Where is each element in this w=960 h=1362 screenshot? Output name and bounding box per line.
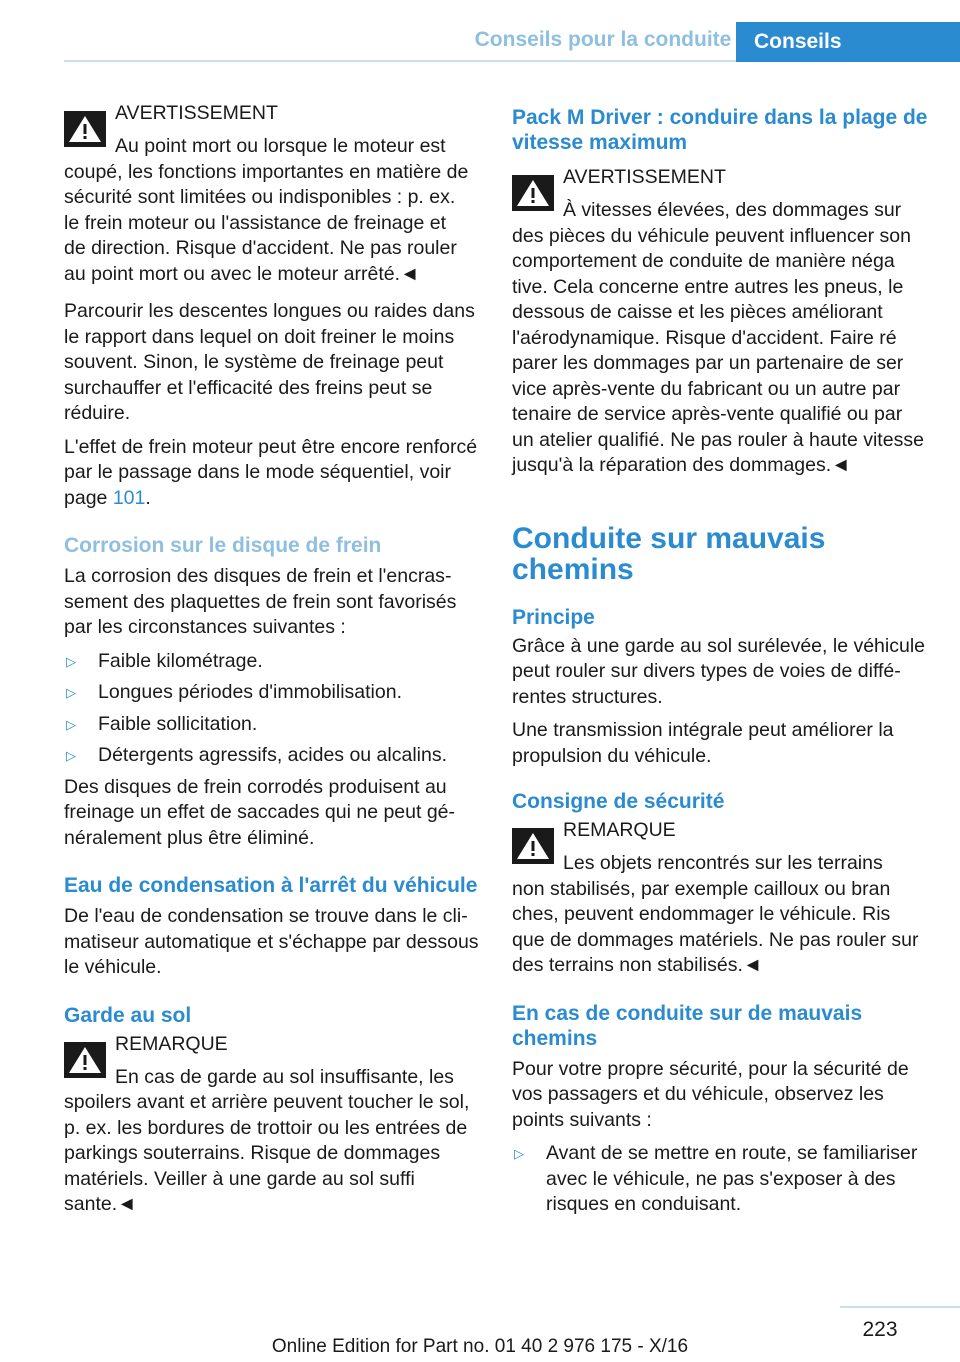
header-tab: Conseils <box>736 22 960 62</box>
left-column <box>64 101 480 1230</box>
notice-block <box>64 1032 480 1218</box>
warning-line: coupé, les fonctions importantes en matière de <box>64 160 469 183</box>
paragraph: La corrosion des disques de frein et l'encrassement des plaquettes de frein sont favorisés par les circonstances suivantes : <box>64 565 457 638</box>
page-link[interactable]: 101 <box>112 486 146 509</box>
paragraph: Une transmission intégrale peut améliorer la propulsion du véhicule. <box>512 719 894 767</box>
warning-triangle-icon <box>512 175 554 211</box>
paragraph-end: . <box>145 486 151 509</box>
bullet-list <box>512 1141 928 1218</box>
notice-line: parkings souterrains. Risque de dommages <box>64 1142 441 1164</box>
list-item <box>64 649 480 675</box>
paragraph: Pour votre propre sécurité, pour la sécurité de vos passagers et du véhicule, observez les points suivants : <box>512 1057 909 1131</box>
section-heading: Eau de condensation à l'arrêt du véhicule <box>64 874 478 897</box>
warning-triangle-icon <box>512 828 554 864</box>
warning-line: jusqu'à la réparation des dommages.◄ <box>512 454 851 476</box>
notice-block <box>512 818 928 979</box>
warning-line: À vitesses élevées, des dommages sur <box>563 199 902 221</box>
warning-line: vice après-vente du fabricant ou un autre par <box>512 377 901 400</box>
section-heading: Garde au sol <box>64 1003 192 1027</box>
warning-line: dessous de caisse et les pièces améliorant <box>512 301 883 323</box>
notice-body <box>64 1065 480 1218</box>
edition-footer: Online Edition for Part no. 01 40 2 976 175 - X/16 <box>271 1336 689 1357</box>
warning-triangle-icon <box>64 111 106 147</box>
paragraph: De l'eau de condensation se trouve dans le climatiseur automatique et s'échappe par dessous le véhicule. <box>64 905 479 978</box>
section-heading: Principe <box>512 605 595 629</box>
list-item-text: Faible sollicitation. <box>98 712 258 735</box>
warning-line: de direction. Risque d'accident. Ne pas rouler <box>64 237 457 259</box>
triangle-bullet-icon: ▷ <box>66 653 76 669</box>
warning-body <box>64 134 480 287</box>
bullet-list <box>64 649 480 769</box>
notice-line: non stabilisés, par exemple cailloux ou bran <box>512 877 891 900</box>
list-item <box>64 680 480 706</box>
notice-title: REMARQUE <box>115 1032 228 1055</box>
paragraph: Grâce à une garde au sol surélevée, le véhicule peut rouler sur divers types de voies de différentes structures. <box>512 634 926 708</box>
section-heading: Corrosion sur le disque de frein <box>64 534 382 557</box>
paragraph: Des disques de frein corrodés produisent au freinage un effet de saccades qui ne peut généralement plus être éliminé. <box>64 775 456 849</box>
warning-line: sécurité sont limitées ou indisponibles : p. ex. <box>64 186 456 208</box>
warning-line: tenaire de service après-vente qualifié ou par <box>512 403 903 425</box>
list-item-text: Faible kilométrage. <box>98 649 263 672</box>
header-section-title: Conseils pour la conduite <box>474 28 732 51</box>
triangle-bullet-icon: ▷ <box>66 716 76 732</box>
warning-line: un atelier qualifié. Ne pas rouler à haute vitesse <box>512 428 924 451</box>
footer-rule <box>840 1306 960 1308</box>
warning-line: le frein moteur ou l'assistance de freinage et <box>64 211 447 234</box>
warning-block <box>512 165 928 479</box>
section-heading: En cas de conduite sur de mauvais chemins <box>512 1001 863 1050</box>
section-heading: Pack M Driver : conduire dans la plage de vitesse maximum <box>512 106 928 154</box>
notice-line: En cas de garde au sol insuffisante, les <box>115 1065 454 1088</box>
notice-body <box>512 851 928 979</box>
notice-line: p. ex. les bordures de trottoir ou les entrées de <box>64 1116 468 1139</box>
list-item <box>64 712 480 738</box>
list-item-text: Avant de se mettre en route, se familiariser avec le véhicule, ne pas s'exposer à des risques en conduisant. <box>546 1142 918 1215</box>
warning-line: Au point mort ou lorsque le moteur est <box>115 135 446 157</box>
page-number: 223 <box>862 1318 898 1341</box>
list-item-text: Détergents agressifs, acides ou alcalins. <box>98 744 448 766</box>
warning-triangle-icon <box>64 1042 106 1078</box>
warning-body <box>512 198 928 479</box>
notice-title: REMARQUE <box>563 819 676 841</box>
notice-line: que de dommages matériels. Ne pas rouler sur <box>512 928 919 951</box>
paragraph <box>64 435 480 512</box>
notice-line: spoilers avant et arrière peuvent toucher le sol, <box>64 1091 470 1113</box>
triangle-bullet-icon: ▷ <box>66 685 76 700</box>
notice-line: Les objets rencontrés sur les terrains <box>563 852 883 874</box>
notice-line: matériels. Veiller à une garde au sol suffi <box>64 1167 415 1190</box>
triangle-bullet-icon: ▷ <box>514 1146 524 1161</box>
warning-title: AVERTISSEMENT <box>563 166 726 188</box>
warning-line: tive. Cela concerne entre autres les pneus, le <box>512 275 904 298</box>
warning-line: au point mort ou avec le moteur arrêté.◄ <box>64 262 420 285</box>
list-item <box>512 1141 928 1218</box>
section-heading: Consigne de sécurité <box>512 790 725 813</box>
warning-block <box>64 101 480 287</box>
right-column <box>512 101 928 1224</box>
warning-title: AVERTISSEMENT <box>115 102 278 124</box>
list-item-text: Longues périodes d'immobilisation. <box>98 681 402 703</box>
paragraph: Parcourir les descentes longues ou raides dans le rapport dans lequel on doit freiner le moins souvent. Sinon, le système de freinage peut surchauffer et l'efficacité des freins peut se réduire. <box>64 300 475 424</box>
list-item <box>64 743 480 769</box>
notice-line: ches, peuvent endommager le véhicule. Ris <box>512 903 891 925</box>
warning-line: des pièces du véhicule peuvent influencer son <box>512 224 911 247</box>
chapter-heading: Conduite sur mauvais chemins <box>512 521 826 586</box>
paragraph-text: L'effet de frein moteur peut être encore renforcé par le passage dans le mode séquentiel, voir page <box>64 435 478 509</box>
triangle-bullet-icon: ▷ <box>66 748 76 763</box>
notice-line: sante.◄ <box>64 1193 137 1215</box>
warning-line: parer les dommages par un partenaire de ser <box>512 352 904 374</box>
warning-line: l'aérodynamique. Risque d'accident. Faire ré <box>512 326 897 349</box>
notice-line: des terrains non stabilisés.◄ <box>512 954 763 976</box>
warning-line: comportement de conduite de manière néga <box>512 250 895 272</box>
